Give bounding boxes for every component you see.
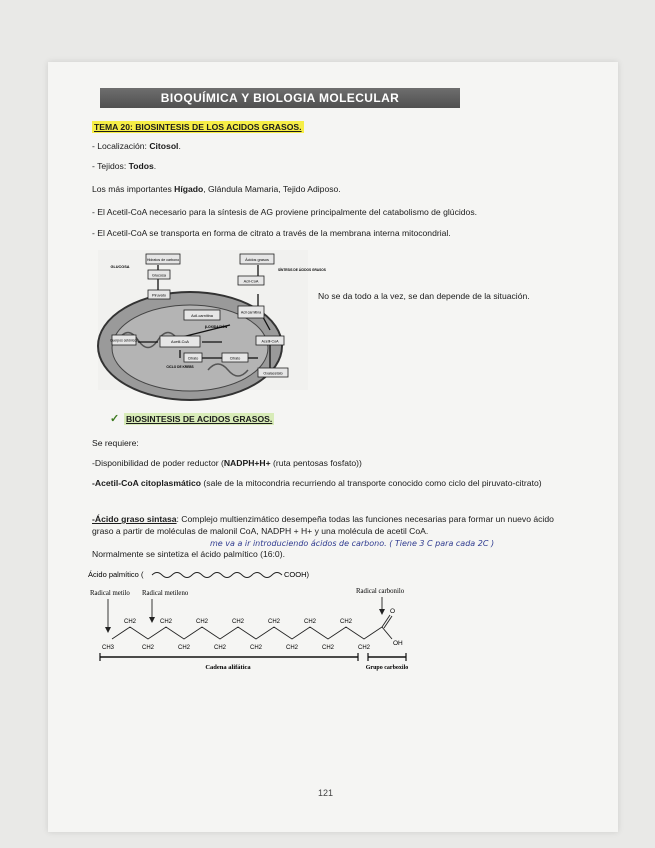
section-title: BIOSINTESIS DE ACIDOS GRASOS. (126, 414, 273, 424)
dg-ciclo: CICLO DE KREBS (166, 365, 194, 369)
fa-ch2-13: CH2 (340, 619, 353, 625)
fa-ch2-5: CH2 (196, 619, 209, 625)
fa-ch2-9: CH2 (268, 619, 281, 625)
fa-ch2-14: CH2 (358, 645, 371, 651)
fa-oh: OH (393, 640, 403, 647)
fa-ch2-12: CH2 (322, 645, 335, 651)
dg-acil-coa: Acil-CoA (243, 279, 259, 284)
fa-ch2-6: CH2 (214, 645, 227, 651)
fa-name: Ácido palmítico ( (88, 570, 144, 579)
palmitic-acid-structure (88, 565, 428, 685)
req3-bold: -Ácido graso sintasa (92, 514, 177, 524)
importantes-pre: Los más importantes (92, 184, 175, 194)
palmitic-line: Normalmente se sintetiza el ácido palmítico (16:0). (92, 549, 285, 559)
importantes-bold: Hígado (174, 184, 204, 194)
req2-post: (sale de la mitocondria recurriendo al transporte conocido como ciclo del piruvato-citrato) (201, 478, 542, 488)
topic-title (92, 122, 304, 133)
tejidos-label: - Tejidos: (92, 161, 129, 171)
fa-ch2-1: CH2 (124, 619, 137, 625)
dg-hidratos: Hidratos de carbono (146, 258, 180, 262)
dg-glucosa: GLUCOSA (110, 265, 130, 269)
fa-ch2-3: CH2 (160, 619, 173, 625)
localizacion-value: Citosol (149, 141, 179, 151)
dg-beta-ox: β-OXIDACIÓN (204, 325, 228, 329)
section-heading (110, 414, 274, 425)
fa-radical-metileno: Radical metileno (142, 590, 189, 597)
req2-bold: -Acetil-CoA citoplasmático (92, 478, 202, 488)
fa-grupo: Grupo carboxilo (365, 665, 409, 671)
importantes-post: , Glándula Mamaria, Tejido Adiposo. (203, 184, 341, 194)
importantes-line (92, 184, 341, 195)
fa-o: O (390, 608, 396, 615)
fa-ch3: CH3 (102, 645, 115, 651)
fa-cadena: Cadena alifática (205, 664, 251, 671)
fa-ch2-4: CH2 (178, 645, 191, 651)
dg-oxalacetato: Oxalacetato (263, 371, 283, 376)
handwritten-note: me va a ir introduciendo ácidos de carbono. ( Tiene 3 C para cada 2C ) (210, 539, 495, 548)
side-note: No se da todo a la vez, se dan depende de la situación. (318, 291, 530, 301)
dg-acidos-grasos: Ácidos grasos (245, 258, 269, 262)
req1-pre: -Disponibilidad de poder reductor ( (92, 458, 224, 468)
mitochondria-diagram (98, 250, 326, 390)
check-icon: ✓ (110, 413, 120, 425)
fa-ch2-10: CH2 (286, 645, 299, 651)
subject-banner: BIOQUÍMICA Y BIOLOGIA MOLECULAR (100, 88, 460, 108)
req1-post: (ruta pentosas fosfato)) (270, 458, 362, 468)
fa-radical-carbonilo: Radical carbonilo (356, 588, 405, 595)
req3-post: : Complejo multienzimático desempeña todas las funciones necesarias para formar un nuevo ácido graso a partir de moléculas de malonil CoA, NADPH + H+ y una molécula de acetil CoA. (92, 514, 554, 536)
fa-radical-metilo: Radical metilo (90, 590, 130, 597)
dg-acetil-coa: Acetil-CoA (171, 340, 189, 344)
localizacion-label: - Localización: (92, 141, 150, 151)
requires-item-3 (92, 514, 562, 537)
dg-citrato2: Citrato (229, 356, 241, 361)
fa-ch2-8: CH2 (250, 645, 263, 651)
fa-cooh: COOH) (284, 570, 309, 579)
dg-piruvato: Piruvato (152, 293, 166, 298)
tejidos-line: - Tejidos: Todos. (92, 161, 157, 171)
fa-ch2-7: CH2 (232, 619, 245, 625)
dg-cuerpos: Cuerpos cetónicos (109, 338, 139, 343)
req1-bold: NADPH+H+ (223, 458, 271, 468)
dg-citrato: Citrato (187, 356, 199, 361)
localizacion-line: - Localización: Citosol. (92, 141, 181, 151)
requires-item-2 (92, 478, 562, 490)
topic-title-text: TEMA 20: BIOSINTESIS DE LOS ACIDOS GRASOS. (94, 122, 302, 132)
dg-glucosa-box: Glucosa (152, 273, 166, 278)
requires-item-1 (92, 458, 362, 469)
dg-acil-carnitina: Acil-carnitina (191, 314, 213, 318)
dg-acetil-coa2: Acetil-CoA (261, 339, 279, 344)
fa-ch2-2: CH2 (142, 645, 155, 651)
acetil-line-1: - El Acetil-CoA necesario para la síntesis de AG proviene principalmente del catabolismo de glúcidos. (92, 207, 478, 217)
acetil-line-2: - El Acetil-CoA se transporta en forma de citrato a través de la membrana interna mitocondrial. (92, 228, 451, 238)
page-number: 121 (318, 788, 334, 798)
requires-intro: Se requiere: (92, 438, 139, 448)
fa-ch2-11: CH2 (304, 619, 317, 625)
dg-acil-carnitina2: Acil carnitina (240, 310, 262, 315)
tejidos-value: Todos (128, 161, 154, 171)
dg-sintesis: SÍNTESIS DE ÁCIDOS GRASOS (278, 268, 326, 272)
